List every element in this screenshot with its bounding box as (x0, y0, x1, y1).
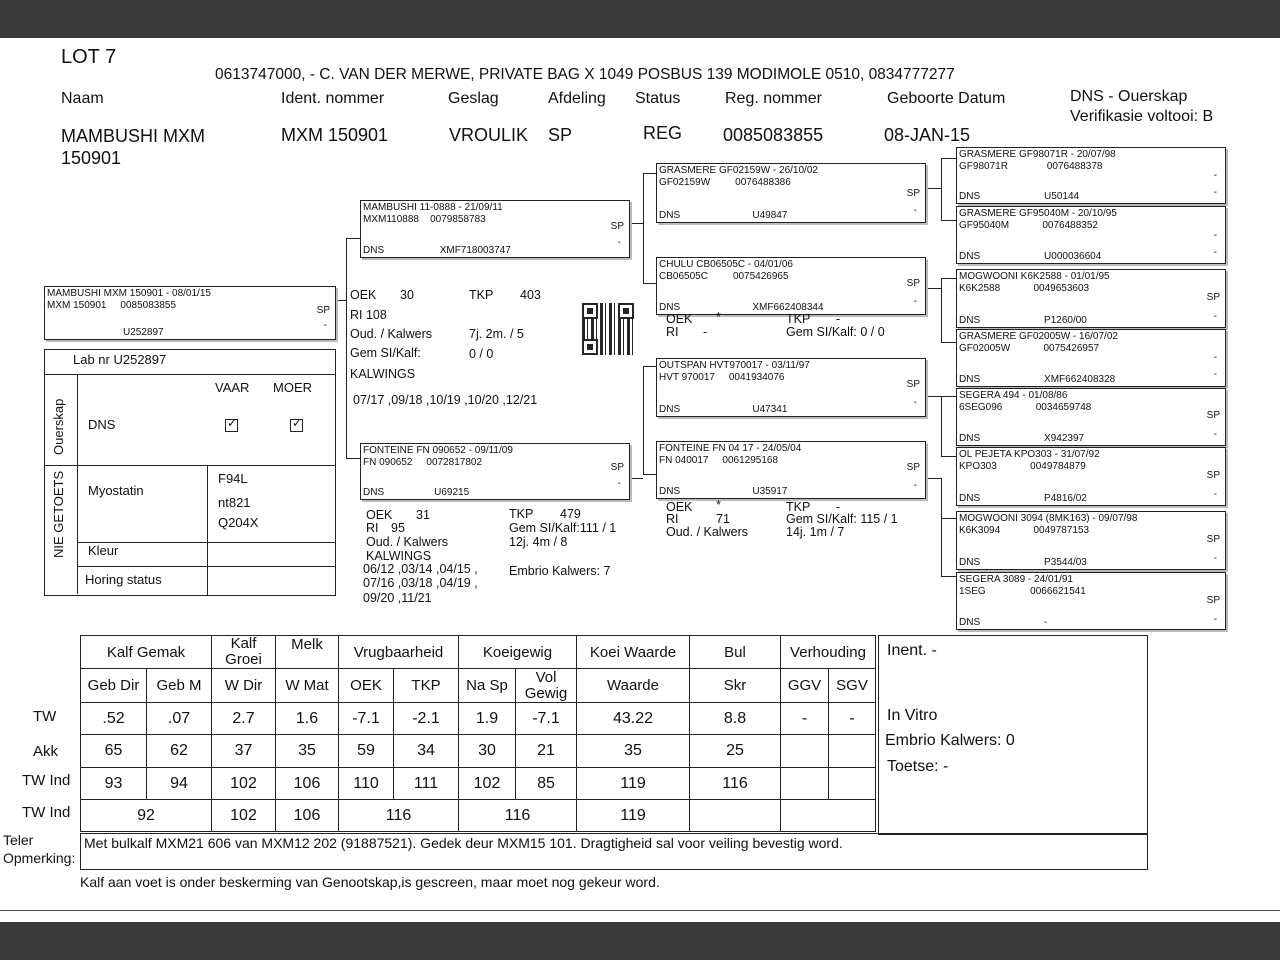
sub-geb-m: Geb M (147, 669, 212, 703)
lab-panel (44, 349, 336, 596)
group-koei-waarde: Koei Waarde (577, 636, 690, 669)
remark-text: Met bulkalf MXM21 606 van MXM12 202 (91887521). Gedek deur MXM15 101. Dragtigheid sal voor veiling bevestig word. (84, 835, 843, 851)
lot-title: LOT 7 (61, 46, 117, 68)
row-label-twind: TW Ind (22, 772, 71, 789)
pedigree-self: MAMBUSHI MXM 150901 - 08/01/15 MXM 150901 0085083855 SP - U252897 (44, 286, 336, 340)
row-twind-2: 92 102 106 116 116 119 (81, 800, 876, 832)
group-melk: Melk (276, 636, 339, 669)
lab-number: Lab nr U252897 (73, 352, 167, 367)
pedigree-gg-3: MOGWOONI K6K2588 - 01/01/95 K6K2588 0049653603 SP - DNS P1260/00 (956, 269, 1226, 328)
group-koeigewig: Koeigewig (459, 636, 577, 669)
header-reg: Reg. nommer (725, 90, 822, 107)
pedigree-dam-sire: OUTSPAN HVT970017 - 03/11/97 HVT 970017 0041934076 SP - DNS U47341 (656, 358, 926, 417)
pedigree-gg-8: SEGERA 3089 - 24/01/91 1SEG 0066621541 SP - DNS - (956, 572, 1226, 630)
pedigree-sire: MAMBUSHI 11-0888 - 21/09/11 MXM110888 0079858783 SP - DNS XMF718003747 (360, 200, 630, 258)
ebv-table (80, 635, 876, 832)
myostatin-nt821: nt821 (218, 495, 251, 510)
teler-label: Teler (3, 832, 34, 848)
pedigree-gg-4: GRASMERE GF02005W - 16/07/02 GF02005W 0075426957 - - DNS XMF662408328 (956, 329, 1226, 387)
pedigree-dam: FONTEINE FN 090652 - 09/11/09 FN 090652 0072817802 SP - DNS U69215 (360, 443, 630, 500)
animal-geslag: VROULIK (449, 125, 529, 145)
pedigree-gg-2: GRASMERE GF95040M - 20/10/95 GF95040M 0076488352 - - DNS U000036604 (956, 206, 1226, 264)
pedigree-sire-dam: CHULU CB06505C - 04/01/06 CB06505C 0075426965 SP - DNS XMF662408344 (656, 257, 926, 315)
remark-box (80, 833, 1148, 870)
header-status: Status (635, 90, 681, 107)
myostatin-label: Myostatin (88, 483, 144, 498)
group-vrugbaarheid: Vrugbaarheid (339, 636, 459, 669)
header-geboorte: Geboorte Datum (887, 90, 1006, 107)
nie-getoets-label: NIE GETOETS (51, 470, 66, 558)
dns-verification-status: Verifikasie voltooi: B (1070, 108, 1214, 125)
pedigree-gg-7: MOGWOONI 3094 (8MK163) - 09/07/98 K6K3094 0049787153 SP - DNS P3544/03 (956, 511, 1226, 570)
pedigree-dam-dam: FONTEINE FN 04 17 - 24/05/04 FN 040017 0061295168 SP - DNS U35917 (656, 441, 926, 499)
sub-geb-dir: Geb Dir (81, 669, 147, 703)
lot-page: LOT 7 0613747000, - C. VAN DER MERWE, PRIVATE BAG X 1049 POSBUS 139 MODIMOLE 0510, 0834777277 Naam Ident. nommer Geslag Afdeling Status Reg. nommer Geboorte Datum DNS - Ouerskap Verifikasie voltooi: B MAMBUSHI MXM 150901 MXM 150901 VROULIK SP REG 0085083855 08-JAN-15 MAMBUSHI MXM 150901 - 08/01/15 MXM 150901 0085083855 SP - U252897 MAMBUSHI 11-0888 - 21/09/11 MXM110888 0079858783 SP - DNS XMF718003747 FONTEINE FN 090652 - 09/11/09 FN 090652 0072817802 SP - DNS U69215 GRASMERE GF02159W - 26/10/02 GF02159W 0076488386 SP - DNS U49847 CHULU CB06505C - 04/01/06 CB06505C 0075426965 SP - DNS XMF662408344 OUTSPAN HVT970017 - 03/11/97 HVT 970017 0041934076 SP - DNS U47341 FONTEINE FN 04 17 - 24/05/04 FN 040017 0061295168 SP - DNS U35917 GRASMERE GF98071R - 20/07/98 GF98071R 0076488378 - - DNS U50144 GRASMERE GF95040M - 20/10/95 GF95040M 0076488352 - - DNS U000036604 MOGWOONI K6K2588 - 01/01/95 K6K2588 0049653603 SP - DNS P1260/00 GRASMERE GF02005W - 16/07/02 GF02005W 0075426957 - - DNS XMF662408328 SEGERA 494 - 01/08/86 6SEG096 0034659748 SP - DNS X942397 OL PEJETA KPO303 - 31/07/92 KPO303 0049784879 SP - DNS P4816/02 MOGWOONI 3094 (8MK163) - 09/07/98 K6K3094 0049787153 SP - DNS P3544/03 SEGERA 3089 - 24/01/91 1SEG 0066621541 SP - DNS - OEK 30 TKP 403 RI 108 Oud. / Kalwers 7j. 2m. / 5 Gem SI/Kalf: 0 / 0 KALWINGS 07/17 ,09/18 ,10/19 ,10/20 ,12/21 OEK * TKP - RI - Gem SI/Kalf: 0 / 0 OEK 31 TKP 479 RI 95 Gem SI/Kalf:111 / 1 Oud. / Kalwers 12j. 4m / 8 KALWINGS 06/12 ,03/14 ,04/15 , 07/16 ,03/18 ,04/19 , 09/20 ,11/21 Embrio Kalwers: 7 OEK * TKP - RI 71 Gem SI/Kalf: 115 / 1 Oud. / Kalwers 14j. 1m / 7 Lab nr U252897 VAAR MOER DNS ✓ ✓ Ouerskap NIE GETOETS Myostatin F94L nt821 Q204X Kleur Horing status TW Akk TW Ind TW Ind Kalf Gemak Kalf Groei Melk Vrugbaarheid Koeigewig Koei Waarde Bul Verhouding Geb Dir Geb M W Dir W Mat OEK TKP Na Sp Vol Gewig Waarde Skr GGV SGV .52 .07 2.7 1.6 -7.1 -2.1 1.9 -7.1 43.22 8.8 - - 65 62 37 35 59 34 30 21 35 25 93 94 102 106 110 111 102 85 119 116 92 102 106 116 116 119 Inent. - In Vitro Embrio Kalwers: 0 Toetse: - Teler Opmerking: Met bulkalf MXM21 606 van MXM12 202 (91887521). Gedek deur MXM15 101. Dragtigheid sal voor veiling bevestig word. Kalf aan voet is onder beskerming van Genootskap,is gescreen, maar moet nog gekeur word. (0, 38, 1280, 922)
horing-label: Horing status (85, 572, 162, 587)
myostatin-q204x: Q204X (218, 515, 259, 530)
animal-name: MAMBUSHI MXM 150901 (61, 126, 205, 168)
row-akk: 65 62 37 35 59 34 30 21 35 25 (81, 735, 876, 768)
inent-label: Inent. - (887, 642, 937, 659)
embrio-kalwers: Embrio Kalwers: 0 (885, 732, 1015, 749)
opmerking-label: Opmerking: (3, 850, 76, 866)
row-label-akk: Akk (33, 743, 59, 760)
lab-vaar: VAAR (215, 380, 250, 395)
pedigree-gg-6: OL PEJETA KPO303 - 31/07/92 KPO303 0049784879 SP - DNS P4816/02 (956, 447, 1226, 506)
dns-verification (1070, 87, 1213, 127)
sub-oek: OEK (339, 669, 394, 703)
vaar-dns-checkbox (225, 419, 238, 432)
lab-dns: DNS (88, 417, 116, 432)
footer-divider (0, 910, 1280, 911)
owner-address: 0613747000, - C. VAN DER MERWE, PRIVATE BAG X 1049 POSBUS 139 MODIMOLE 0510, 0834777277 (215, 66, 955, 83)
bottom-bar (0, 922, 1280, 960)
group-verhouding: Verhouding (781, 636, 876, 669)
animal-status: REG (643, 123, 683, 143)
group-kalf-groei: Kalf Groei (212, 636, 276, 669)
animal-geboorte: 08-JAN-15 (884, 125, 971, 145)
inent-panel (878, 635, 1148, 835)
moer-dns-checkbox (290, 419, 303, 432)
sub-w-mat: W Mat (276, 669, 339, 703)
header-naam: Naam (61, 90, 104, 107)
group-bul: Bul (690, 636, 781, 669)
row-twind: 93 94 102 106 110 111 102 85 119 116 (81, 768, 876, 800)
kleur-label: Kleur (88, 543, 119, 558)
top-bar (0, 0, 1280, 38)
sub-ggv: GGV (781, 669, 829, 703)
header-ident: Ident. nommer (281, 90, 385, 107)
header-afdeling: Afdeling (548, 90, 606, 107)
row-tw: .52 .07 2.7 1.6 -7.1 -2.1 1.9 -7.1 43.22 8.8 - - (81, 703, 876, 735)
dns-title: DNS - Ouerskap (1070, 88, 1188, 105)
sub-tkp: TKP (394, 669, 459, 703)
animal-afdeling: SP (548, 125, 573, 145)
sub-w-dir: W Dir (212, 669, 276, 703)
animal-ident: MXM 150901 (281, 125, 389, 145)
pedigree-gg-1: GRASMERE GF98071R - 20/07/98 GF98071R 0076488378 - - DNS U50144 (956, 147, 1226, 204)
sub-vol-gewig: Vol Gewig (516, 669, 577, 703)
lab-moer: MOER (273, 380, 312, 395)
pedigree-gg-5: SEGERA 494 - 01/08/86 6SEG096 0034659748 SP - DNS X942397 (956, 388, 1226, 446)
sub-sgv: SGV (829, 669, 876, 703)
ouerskap-label: Ouerskap (51, 398, 66, 455)
footer-note: Kalf aan voet is onder beskerming van Genootskap,is gescreen, maar moet nog gekeur word. (80, 874, 660, 890)
row-label-twind-2: TW Ind (22, 804, 71, 821)
group-kalf-gemak: Kalf Gemak (81, 636, 212, 669)
header-geslag: Geslag (448, 90, 499, 107)
toetse-label: Toetse: - (887, 758, 949, 775)
myostatin-f94l: F94L (218, 471, 248, 486)
qr-code-icon (582, 303, 634, 355)
sub-skr: Skr (690, 669, 781, 703)
sub-waarde: Waarde (577, 669, 690, 703)
sub-na-sp: Na Sp (459, 669, 516, 703)
invitro-label: In Vitro (887, 707, 938, 724)
pedigree-sire-sire: GRASMERE GF02159W - 26/10/02 GF02159W 0076488386 SP - DNS U49847 (656, 163, 926, 223)
row-label-tw: TW (33, 708, 57, 725)
animal-reg: 0085083855 (723, 125, 824, 145)
